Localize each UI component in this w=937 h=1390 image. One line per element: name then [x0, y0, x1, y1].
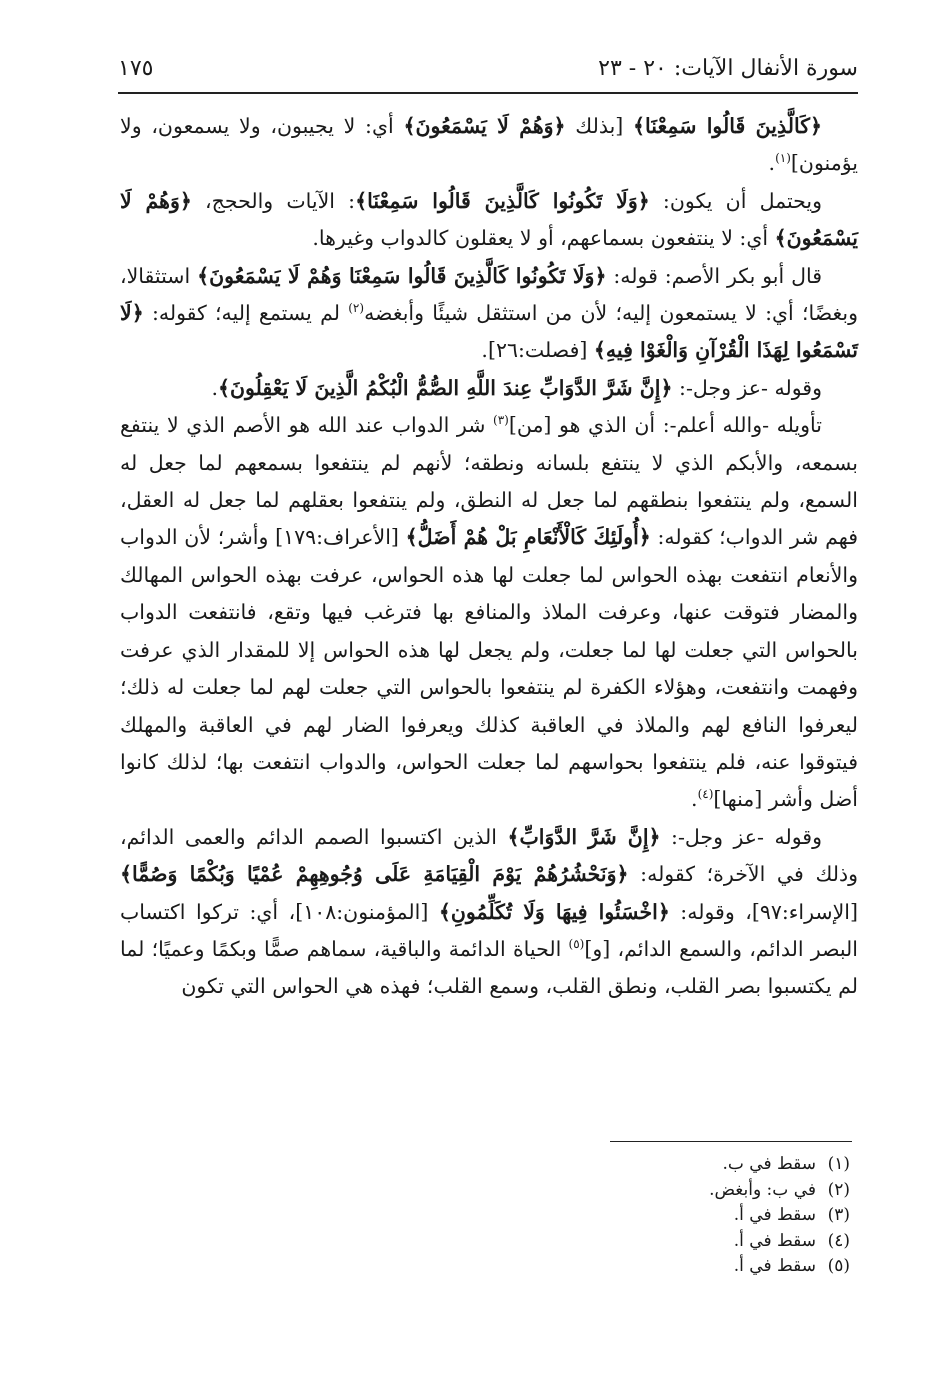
quran-quote: ﴿كَالَّذِينَ قَالُوا سَمِعْنَا﴾ [633, 114, 822, 138]
footnote-marker: (٤) [697, 787, 714, 802]
text-run: الذين اكتسبوا الصمم الدائم والعمى الدائم، وذلك في الآخرة؛ كقوله: [120, 824, 858, 887]
text-run: [فصلت:٢٦]. [481, 338, 594, 363]
text-run: [الإسراء:٩٧]، وقوله: [669, 899, 858, 924]
footnote-number: (٣) [827, 1205, 850, 1225]
footnote [500, 1152, 850, 1178]
text-run: . [768, 151, 776, 176]
footnote-text: سقط في أ. [733, 1205, 816, 1225]
quran-quote: ﴿وَلَا تَكُونُوا كَالَّذِينَ قَالُوا سَمِعْنَا﴾ [355, 188, 650, 213]
text-run: أي: لا ينتفعون بسماعهم، أو لا يعقلون كالدواب وغيرها. [312, 226, 775, 251]
main-text [120, 108, 858, 1006]
quran-quote: ﴿إِنَّ شَرَّ الدَّوَابِّ عِندَ اللَّهِ الصُّمُّ الْبُكْمُ الَّذِينَ لَا يَعْقِلُونَ﴾ [217, 375, 673, 400]
footnote-number: (٢) [827, 1179, 850, 1200]
paragraph [120, 258, 858, 370]
footnote-marker: (٥) [568, 937, 585, 952]
quran-quote: ﴿أُولَئِكَ كَالْأَنْعَامِ بَلْ هُمْ أَضَلُّ﴾ [405, 525, 651, 550]
footnote [500, 1203, 850, 1229]
footnote-text: سقط في ب. [722, 1154, 816, 1174]
page-header [118, 50, 858, 90]
footnote-marker: (١) [775, 151, 791, 166]
quran-quote: ﴿وَهُمْ لَا يَسْمَعُونَ﴾ [120, 188, 858, 251]
text-run: . [211, 375, 218, 400]
quran-quote: ﴿إِنَّ شَرَّ الدَّوَابِّ﴾ [507, 824, 661, 849]
footnote-number: (٥) [827, 1256, 850, 1276]
footnote-text: سقط في أ. [733, 1230, 816, 1251]
text-run: : الآيات والحجج، [191, 188, 356, 213]
quran-quote: ﴿لَا تَسْمَعُوا لِهَذَا الْقُرْآنِ وَالْغَوْا فِيهِ﴾ [120, 301, 858, 363]
text-run: قال أبو بكر الأصم: قوله: [606, 263, 823, 288]
text-run: وقوله -عز وجل-: [660, 824, 822, 849]
text-run: [الأعراف:١٧٩] وأشر؛ لأن الدواب والأنعام انتفعت بهذه الحواس لما جعلت لها هذه الحواس، عرفت بهذه الحواس المهالك والمضار فتوقت عنها، وعرفت الملاذ والمنافع بها فترغب فيها وتقع، فانتفعت الدواب بالحواس التي جعلت لها لما جعلت، ولم يجعل لها هذه الحواس إلا للمقدار الذي عرفت وفهمت وانتفعت، وهؤلاء الكفرة لم ينتفعوا بالحواس التي جعلت لهم لما جعلت له ذلك؛ ليعرفوا النافع لهم والملاذ في العاقبة كذلك ويعرفوا الضار لهم في العاقبة والمهلك فيتوقوا عنه، فلم ينتفعوا بحواسهم لما جعلت الحواس، والدواب انتفعت بها؛ لذلك كانوا أضل وأشر [منها] [120, 525, 858, 812]
text-run: . [691, 787, 698, 812]
footnote-marker: (٢) [348, 301, 365, 316]
text-run: استثقالا، وبغضًا؛ أي: لا يستمعون إليه؛ لأن من استثقل شيئًا وأبغضه [120, 263, 858, 326]
footnote [500, 1254, 850, 1280]
running-title: سورة الأنفال الآيات: ٢٠ - ٢٣ [598, 56, 858, 81]
footnote-text: سقط في أ. [733, 1256, 816, 1276]
footnote-text: في ب: وأبغض. [709, 1179, 816, 1200]
paragraph [120, 108, 858, 183]
footnote [500, 1229, 850, 1255]
text-run: [المؤمنون:١٠٨]، أي: تركوا اكتساب البصر الدائم، والسمع الدائم، [و] [120, 899, 859, 961]
text-run: ويحتمل أن يكون: [649, 188, 823, 213]
text-run: تأويله -والله أعلم-: أن الذي هو [من] [508, 413, 822, 438]
quran-quote: ﴿اخْسَئُوا فِيهَا وَلَا تُكَلِّمُونِ﴾ [438, 899, 670, 924]
quran-quote: ﴿وَهُمْ لَا يَسْمَعُونَ﴾ [403, 114, 566, 138]
footnotes [500, 1152, 850, 1280]
paragraph [120, 407, 858, 818]
text-run: [بذلك [565, 114, 634, 138]
paragraph [120, 370, 858, 407]
page-number: ١٧٥ [118, 56, 154, 81]
text-run: الحياة الدائمة والباقية، سماهم صمًّا وبكمًا وعميًا؛ لما لم يكتسبوا بصر القلب، ونطق القلب، وسمع القلب؛ فهذه هي الحواس التي تكون [120, 936, 858, 999]
text-run: لم يستمع إليه؛ كقوله: [143, 301, 349, 326]
header-rule [118, 92, 858, 94]
text-run: وقوله -عز وجل-: [672, 375, 822, 400]
footnote-number: (١) [827, 1154, 850, 1174]
text-run: أي: لا يجيبون، ولا يسمعون، ولا يؤمنون] [120, 114, 858, 176]
footnote-number: (٤) [827, 1230, 850, 1251]
footnote-separator [610, 1141, 852, 1142]
quran-quote: ﴿وَنَحْشُرُهُمْ يَوْمَ الْقِيَامَةِ عَلَى وُجُوهِهِمْ عُمْيًا وَبُكْمًا وَصُمًّا﴾ [120, 862, 629, 887]
paragraph [120, 819, 858, 1006]
quran-quote: ﴿وَلَا تَكُونُوا كَالَّذِينَ قَالُوا سَمِعْنَا وَهُمْ لَا يَسْمَعُونَ﴾ [197, 263, 607, 288]
footnote-marker: (٣) [493, 413, 509, 428]
paragraph [120, 183, 858, 258]
text-run: شر الدواب عند الله هو الأصم الذي لا ينتفع بسمعه، والأبكم الذي لا ينتفع بلسانه ونطقه؛ لأنهم لم ينتفعوا بسمعهم لما جعل له السمع، ولم ينتفعوا بنطقهم لما جعل له النطق، ولم ينتفعوا بعقلهم لما جعل له العقل، فهم شر الدواب؛ كقوله: [120, 413, 858, 550]
footnote [500, 1178, 850, 1204]
